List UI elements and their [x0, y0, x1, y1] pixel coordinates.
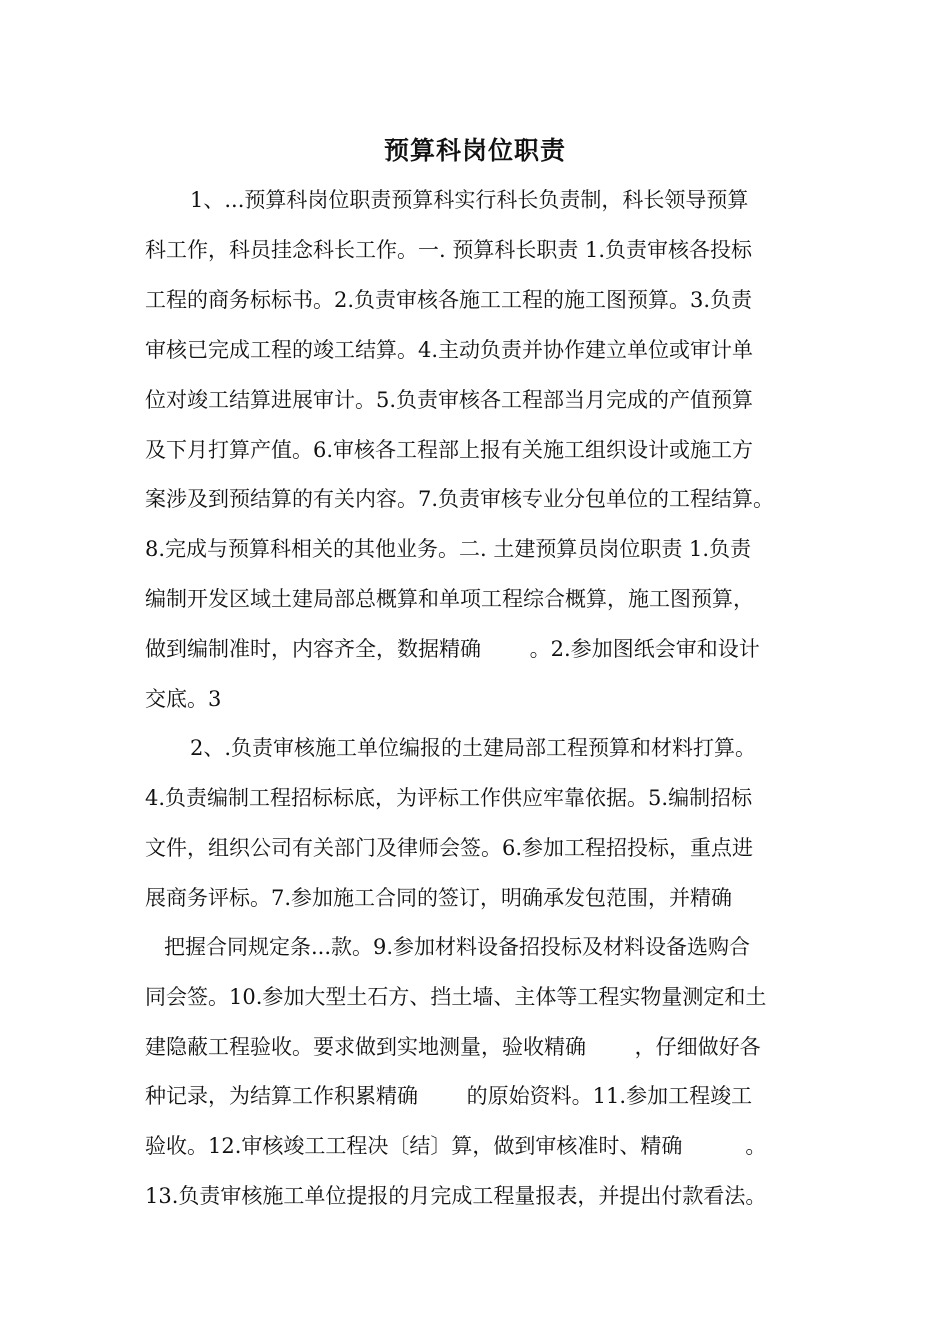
document-title: 预算科岗位职责	[383, 136, 566, 165]
text-line: 1、...预算科岗位职责预算科实行科长负责制，科长领导预算	[190, 188, 749, 212]
text-line: 科工作，科员挂念科长工作。一. 预算科长职责 1.负责审核各投标	[145, 238, 753, 262]
text-line: 13.负责审核施工单位提报的月完成工程量报表，并提出付款看法。	[145, 1184, 767, 1208]
text-line: 及下月打算产值。6.审核各工程部上报有关施工组织设计或施工方	[145, 438, 754, 462]
text-line: 4.负责编制工程招标标底，为评标工作供应牢靠依据。5.编制招标	[145, 786, 753, 810]
text-line: 同会签。10.参加大型土石方、挡土墙、主体等工程实物量测定和土	[145, 985, 767, 1009]
text-line: 做到编制准时，内容齐全，数据精确 。2.参加图纸会审和设计	[145, 637, 760, 661]
text-line: 2、.负责审核施工单位编报的土建局部工程预算和材料打算。	[190, 736, 757, 760]
text-line: 验收。12.审核竣工工程决〔结〕算，做到审核准时、精确 。	[145, 1134, 767, 1158]
text-line: 展商务评标。7.参加施工合同的签订，明确承发包范围，并精确	[145, 886, 733, 910]
text-line: 8.完成与预算科相关的其他业务。二. 土建预算员岗位职责 1.负责	[145, 537, 752, 561]
text-line: 建隐蔽工程验收。要求做到实地测量，验收精确 ，仔细做好各	[145, 1035, 761, 1059]
text-line: 案涉及到预结算的有关内容。7.负责审核专业分包单位的工程结算。	[145, 487, 775, 511]
text-line: 文件，组织公司有关部门及律师会签。6.参加工程招投标，重点进	[145, 836, 754, 860]
text-line: 位对竣工结算进展审计。5.负责审核各工程部当月完成的产值预算	[145, 388, 754, 412]
text-line: 工程的商务标标书。2.负责审核各施工工程的施工图预算。3.负责	[145, 288, 753, 312]
text-line: 交底。3	[145, 687, 222, 711]
text-line: 种记录，为结算工作积累精确 的原始资料。11.参加工程竣工	[145, 1084, 753, 1108]
text-line: 编制开发区域土建局部总概算和单项工程综合概算，施工图预算，	[145, 587, 754, 611]
text-line: 审核已完成工程的竣工结算。4.主动负责并协作建立单位或审计单	[145, 338, 754, 362]
text-line: 把握合同规定条...款。9.参加材料设备招投标及材料设备选购合	[164, 935, 751, 959]
